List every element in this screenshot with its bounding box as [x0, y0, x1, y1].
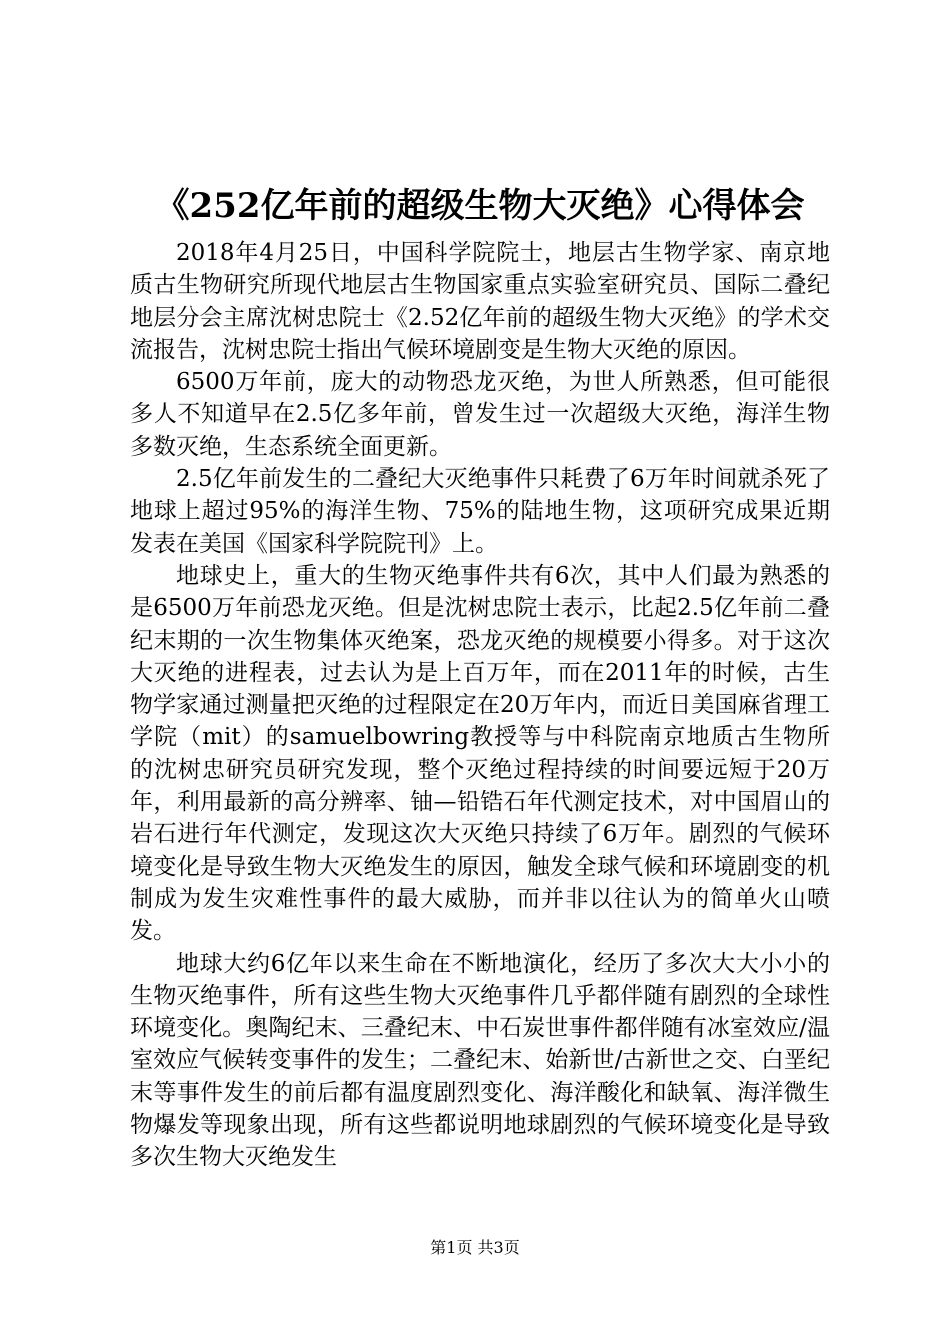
paragraph: 6500万年前，庞大的动物恐龙灭绝，为世人所熟悉，但可能很多人不知道早在2.5亿多年前，曾发生过一次超级大灭绝，海洋生物多数灭绝，生态系统全面更新。: [130, 369, 830, 460]
paragraph: 地球史上，重大的生物灭绝事件共有6次，其中人们最为熟悉的是6500万年前恐龙灭绝。但是沈树忠院士表示，比起2.5亿年前二叠纪末期的一次生物集体灭绝案，恐龙灭绝的规模要小得多。对于这次大灭绝的进程表，过去认为是上百万年，而在2011年的时候，古生物学家通过测量把灭绝的过程限定在20万年内，而近日美国麻省理工学院（mit）的samuelbowring教授等与中科院南京地质古生物所的沈树忠研究员研究发现，整个灭绝过程持续的时间要远短于20万年，利用最新的高分辨率、铀—铅锆石年代测定技术，对中国眉山的岩石进行年代测定，发现这次大灭绝只持续了6万年。剧烈的气候环境变化是导致生物大灭绝发生的原因，触发全球气候和环境剧变的机制成为发生灾难性事件的最大威胁，而并非以往认为的简单火山喷发。: [130, 562, 830, 945]
paragraph: 2018年4月25日，中国科学院院士，地层古生物学家、南京地质古生物研究所现代地层古生物国家重点实验室研究员、国际二叠纪地层分会主席沈树忠院士《2.52亿年前的超级生物大灭绝》的学术交流报告，沈树忠院士指出气候环境剧变是生物大灭绝的原因。: [130, 240, 830, 363]
document-body: [130, 237, 830, 1174]
paragraph: 2.5亿年前发生的二叠纪大灭绝事件只耗费了6万年时间就杀死了地球上超过95%的海洋生物、75%的陆地生物，这项研究成果近期发表在美国《国家科学院院刊》上。: [130, 466, 830, 557]
document-title: 《252亿年前的超级生物大灭绝》心得体会: [155, 186, 805, 226]
paragraph: 地球大约6亿年以来生命在不断地演化，经历了多次大大小小的生物灭绝事件，所有这些生物大灭绝事件几乎都伴随有剧烈的全球性环境变化。奥陶纪末、三叠纪末、中石炭世事件都伴随有冰室效应/温室效应气候转变事件的发生；二叠纪末、始新世/古新世之交、白垩纪末等事件发生的前后都有温度剧烈变化、海洋酸化和缺氧、海洋微生物爆发等现象出现，所有这些都说明地球剧烈的气候环境变化是导致多次生物大灭绝发生: [130, 950, 830, 1171]
page-number-footer: 第1页 共3页: [430, 1238, 520, 1257]
